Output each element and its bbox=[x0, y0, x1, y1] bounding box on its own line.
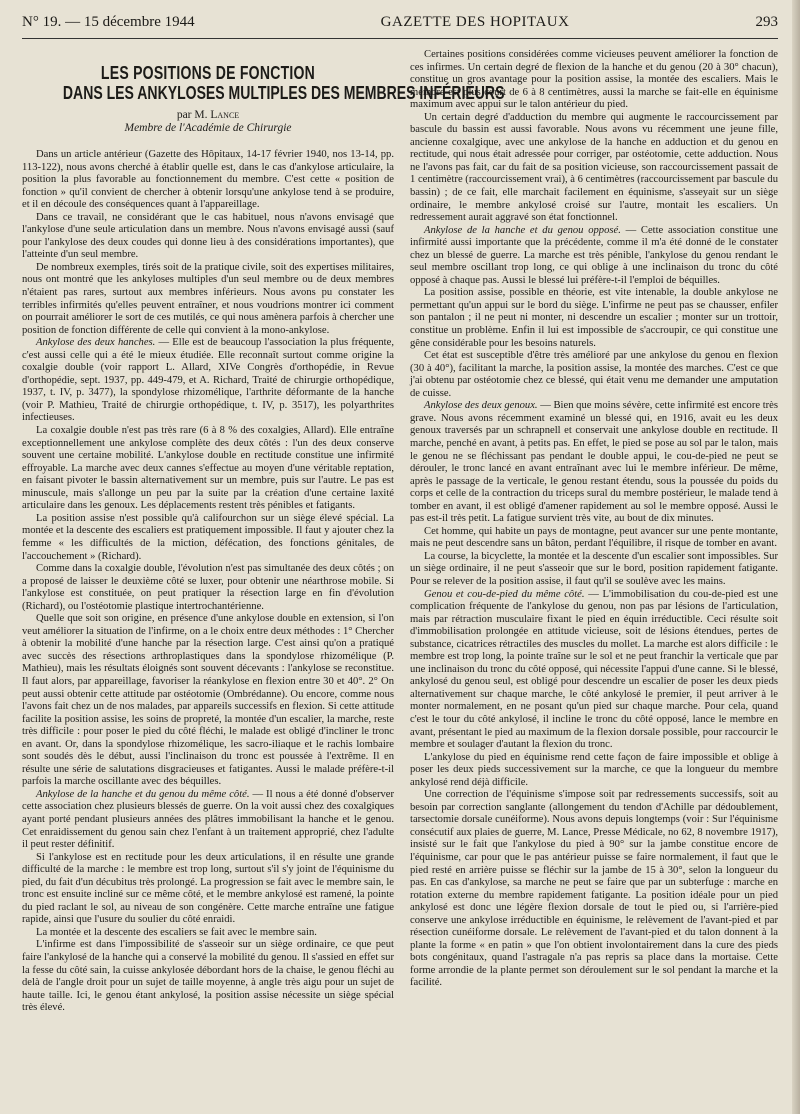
section-lead: Ankylose des deux hanches. bbox=[36, 337, 156, 349]
paragraph-text: La position assise, possible en théorie, est vite intenable, la double ankylose ne permettant qu'un appui sur le bord du siège. L'infirme ne peut pas se chausser, enfiler son pantalon ; il ne peut ni monter, ni descendre un escalier ; monter sur un trottoir, constitue un problème. Enfin il lui est impossible de s'accroupir, ce qui constitue une gêne considérable pour les besoins naturels. bbox=[410, 287, 778, 349]
paragraph bbox=[22, 927, 394, 940]
paragraph bbox=[22, 149, 394, 212]
paragraph bbox=[22, 513, 394, 563]
paragraph bbox=[410, 225, 778, 288]
paragraph bbox=[410, 551, 778, 589]
article-columns bbox=[22, 49, 778, 1015]
author-prefix: par M. bbox=[176, 109, 208, 121]
paragraph-text: De nombreux exemples, tirés soit de la pratique civile, soit des expertises militaires, nous ont montré que les ankyloses multiples d'un seul membre ou de deux membres n'étaient pas rares, surtout aux membres inférieurs. Nous avons pu constater les terribles infirmités qu'elles peuvent entraîner, et nous voudrions montrer ici comment on pourrait améliorer le sort de ces mutilés, ce qui nous amènera parfois à chercher une position de fonction différente de celle qui convient à la mono-ankylose. bbox=[22, 261, 394, 336]
section-lead: Ankylose de la hanche et du genou du même côté. bbox=[36, 788, 250, 800]
paragraph-text: Cet homme, qui habite un pays de montagne, peut avancer sur une pente montante, mais ne peut descendre sans un bâton, perdant l'équilibre, il risque de tomber en avant. bbox=[410, 525, 778, 550]
paragraph-text: La coxalgie double n'est pas très rare (6 à 8 % des coxalgies, Allard). Elle entraîne exceptionnellement une ankylose complète des deux côtés : l'un des deux conserve souvent une certaine mobilité. L'ankylose double en rectitude constitue une infirmité effroyable. La marche avec deux cannes s'effectue au moyen d'une véritable reptation, en faisant pivoter le bassin alternativement sur un membre, puis sur l'autre. Le pas est minuscule, mais s'allonge un peu par la suite par la création d'une certaine laxité articulaire dans les genoux. Les déplacements restent très pénibles et fatigants. bbox=[22, 425, 394, 512]
issue-label: N° 19. — 15 décembre 1944 bbox=[22, 14, 195, 30]
paragraph-text: Dans un article antérieur (Gazette des Hôpitaux, 14-17 février 1940, nos 13-14, pp. 113-122), nous avons cherché à établir quelle est, dans le cas d'ankylose articulaire, la position la plus favorable au fonctionnement du membre. C'est cette « position de fonction » qu'il convient de chercher à obtenir lorsqu'une ankylose tend à se produire, et il en découle des conséquences quant à l'appareillage. bbox=[22, 149, 394, 211]
paragraph bbox=[410, 589, 778, 752]
page-header bbox=[22, 14, 778, 39]
paragraph bbox=[410, 789, 778, 990]
paragraph-text: Une correction de l'équinisme s'impose soit par redressements successifs, soit au besoin par correction sanglante (allongement du tendon d'Achille par dédoublement, tarsectomie dorsale cunéiforme). Nous avons depuis longtemps (voir : Sur l'équinisme consécutif aux plaies de guerre, M. Lance, Presse Médicale, no 62, 8 novembre 1917), insisté sur le fait que l'ankylose du pied à 90° sur la jambe constitue encore de l'équinisme, car pour que le pas antérieur puisse se faire normalement, il faut que le pied resté en arrière puisse se fléchir sur la jambe de 15 à 30°, selon la longueur du pas. En cas d'ankylose, sa marche ne peut se faire que par un subterfuge : marche en rotation externe du membre rapidement fatigante. La position idéale pour un pied ankylosé est donc une légère flexion dorsale de tout le pied ou, si l'arrière-pied conserve une ankylose irréductible en équinisme, le relèvement de l'avant-pied et par résection cunéiforme dorsale. Le relèvement de l'avant-pied et du talon donnent à la plante la forme « en patin » que l'on obtient involontairement dans la cure des pieds bots congénitaux, quand l'astragale n'a pas repris sa place dans la mortaise. Cette forme arrondie de la plante permet son déroulement sur le sol pendant la marche et la facilité. bbox=[410, 789, 778, 989]
paragraph-text: — Il nous a été donné d'observer cette association chez plusieurs blessés de guerre. On la voit aussi chez des coxalgiques ayant porté pendant plusieurs années des plâtres immobilisant la hanche et le genou. Cet enraidissement du genou sain chez l'enfant à un traitement approprié, chez l'adulte il peut rester définitif. bbox=[22, 788, 394, 851]
paragraph-text: Dans ce travail, ne considérant que le cas habituel, nous n'avons envisagé que l'ankylose d'une seule articulation dans un membre. Nous n'avons envisagé aussi (sauf pour l'ankylose des deux coudes qui donne lieu à des considérations importantes), que l'atteinte d'un seul membre. bbox=[22, 211, 394, 261]
paragraph bbox=[22, 613, 394, 789]
paragraph-text: La position assise n'est possible qu'à califourchon sur un siège élevé spécial. La montée et la descente des escaliers est pratiquement impossible. Il faut y ajouter chez la femme « les difficultés de la miction, défécation, des fonctions génitales, de l'accouchement » (Richard). bbox=[22, 512, 394, 562]
page-edge-shadow bbox=[792, 0, 800, 1114]
paragraph bbox=[22, 337, 394, 425]
paragraph bbox=[22, 262, 394, 337]
paragraph-text: — Elle est de beaucoup l'association la plus fréquente, c'est aussi celle qui a été le mieux étudiée. Elle reconnaît surtout comme origine la coxalgie double (voir rapport L. Allard, XIVe Congrès d'orthopédie, in Revue d'orthopédie, sept. 1937, pp. 449-479, et A. Richard, Traité de chirurgie orthopédique, 1937, t. IV, p. 3477), la spondylose rhizomélique, l'arthrite déformante de la hanche (voir P. Mathieu, Traité de chirurgie orthopédique, t. IV, p. 3517), les polyarthrites infectieuses. bbox=[22, 337, 394, 424]
paragraph bbox=[22, 212, 394, 262]
paragraph-text: Comme dans la coxalgie double, l'évolution n'est pas simultanée des deux côtés ; on a proposé de laisser le deuxième côté se luxer, pour obtenir une néarthrose mobile. Si l'ankylose est constituée, on peut pratiquer la résection large en fin d'évolution (Richard), ou l'ostéotomie plastique intertrochantérienne. bbox=[22, 563, 394, 612]
paragraph-text: — Cette association constitue une infirmité aussi importante que la précédente, comme il m'a été donné de le constater chez un blessé de guerre. La marche est très pénible, l'ankylose du genou rendant le seul membre oscillant trop long, ce qui oblige à une inclinaison du tronc du côté opposé à chaque pas. Aussi le blessé lui préfère-t-il l'emploi de béquilles. bbox=[410, 224, 778, 286]
paragraph-text: La montée et la descente des escaliers se fait avec le membre sain. bbox=[36, 926, 317, 938]
paragraph bbox=[22, 425, 394, 513]
right-column bbox=[410, 49, 778, 1015]
paragraph bbox=[22, 939, 394, 1014]
article-title-line2: DANS LES ANKYLOSES MULTIPLES DES MEMBRES INFÉRIEURS bbox=[62, 83, 505, 103]
paragraph bbox=[410, 526, 778, 551]
paragraph bbox=[410, 752, 778, 790]
paragraph bbox=[410, 400, 778, 525]
paragraph-text: — L'immobilisation du cou-de-pied est une complication fréquente de l'ankylose du genou, non pas par lésions de l'articulation, mais par rétraction musculaire fixant le pied en équin irréductible. Ceci résulte soit d'immobilisation prolongée en attitude vicieuse, soit de lésions étendues, pertes de substance, cicatrices rétractiles des muscles du mollet. La marche est alors difficile : le membre est trop long, la pointe traîne sur le sol et ne peut franchir la verticale que par une inclinaison du tronc du côté opposé, qui nécessite l'appui d'une canne. Si le blessé, ankylosé du genou seul, est obligé pour descendre un escalier de poser les deux pieds alternativement sur chaque marche, le côté ankylosé le premier, il peut arriver à le monter normalement, en ne posant qu'un pied sur chaque marche. Pour cela, quand c'est le tour du côté ankylosé, il incline le tronc du côté opposé, lance le membre en avant, présentant le pied au maximum de la flexion dorsale possible, pour raccourcir le membre et soulager d'autant la flexion du tronc. bbox=[410, 588, 779, 751]
paragraph-text: Quelle que soit son origine, en présence d'une ankylose double en extension, si l'on veut améliorer la situation de l'infirme, on a le choix entre deux méthodes : 1° Chercher à obtenir la mobilité d'une hanche par la résection large. C'est ainsi qu'on a pratiqué avec succès des résections arthroplastiques dans la spondylose rhizomélique (P. Mathieu), mais les résultats éloignés sont souvent décevants : l'ankylose se reconstitue. Il faut alors, par appareillage, favoriser la réankylose en flexion entre 30 et 40°. 2° On peut aussi obtenir cette attitude par ostéotomie (Ombrédanne). Ou encore, comme nous l'avons fait chez un de nos malades, par appareils successifs en flexion. Si cette attitude facilite la position assise, les soins de propreté, la montée d'un escalier, la marche, reste très difficile : pour poser le pied du côté fléchi, le malade est obligé d'incliner le tronc en avant. Or, dans la spondylose rhizomélique, les sacro-iliaque et le rachis lombaire sont soudés dès le début, aussi l'inclinaison du tronc est poussée à l'extrême. Il en résulte une série de salutations disgracieuses et fatigantes. Aussi le malade préfère-t-il parfois la marche oscillante avec des béquilles. bbox=[22, 613, 394, 788]
paragraph-text: Un certain degré d'adduction du membre qui augmente le raccourcissement par bascule du bassin est aussi favorable. Nous avons vu récemment une jeune fille, ancienne coxalgique, avec une ankylose de la hanche en adduction et du genou en rectitude, qui nous était adressée pour corriger, par ostéotomie, cette adduction. Nous ne l'avons pas fait, car du fait de sa position vicieuse, son raccourcissement passait de 1 centimètre (raccourcissement vrai), à 6 centimètres (raccourcissement par bascule du bassin) ; de ce fait, elle marchait facilement en équinisme, s'asseyait sur un siège ordinaire, le membre ankylosé croisé sur l'autre, montait les escaliers. Un redressement aurait aggravé son état fonctionnel. bbox=[410, 111, 778, 224]
paragraph-text: La course, la bicyclette, la montée et la descente d'un escalier sont impossibles. Sur un siège ordinaire, il ne peut s'asseoir que sur le bord, position rapidement fatigante. Pour se relever de la position assise, il faut qu'il se soulève avec les mains. bbox=[410, 550, 778, 587]
paragraph-text: L'ankylose du pied en équinisme rend cette façon de faire impossible et oblige à poser les deux pieds successivement sur la marche, ce que la longueur du membre ankylosé rend déjà difficile. bbox=[410, 751, 778, 788]
section-lead: Genou et cou-de-pied du même côté. bbox=[424, 588, 585, 600]
article-title-line1: LES POSITIONS DE FONCTION bbox=[100, 63, 316, 83]
paragraph bbox=[410, 350, 778, 400]
author-name: Lance bbox=[210, 109, 240, 121]
page-number: 293 bbox=[755, 14, 778, 30]
paragraph-text: Certaines positions considérées comme vicieuses peuvent améliorer la fonction de ces infirmes. Un certain degré de flexion de la hanche et du genou (20 à 30° chacun), constitue un gros avantage pour la position assise, la montée des escaliers. Mais le membre est plus court de 6 à 8 centimètres, aussi la marche se fait-elle en équinisme maximum avec appui sur le talon antérieur du pied. bbox=[410, 49, 778, 111]
article-author bbox=[22, 109, 394, 122]
section-lead: Ankylose des deux genoux. bbox=[424, 400, 538, 412]
paragraph bbox=[410, 112, 778, 225]
paragraph-text: Cet état est susceptible d'être très amélioré par une ankylose du genou en flexion (30 à 40°), facilitant la marche, la position assise, la montée des marches. C'est ce que j'ai obtenu par ostéotomie chez ce blessé, qui était venu me demander une amputation de cuisse. bbox=[410, 350, 778, 399]
paragraph-text: — Bien que moins sévère, cette infirmité est encore très grave. Nous avons récemment examiné un blessé qui, en 1916, avait eu les deux genoux traversés par un schrapnell et conservait une ankylose double en rectitude. Il marche, penché en avant, à petits pas. En effet, le pied se pose au sol par le talon, mais le genou ne se fléchissant pas pendant le double appui, le cou-de-pied ne peut se dérouler, le tronc lancé en avant entraînant avec lui le membre inférieur. De même, après le passage de la verticale, le genou restant étendu, sous la poussée du poids du corps et celle de la contraction du triceps sural du membre postérieur, le malade tend à tomber en avant, il est obligé d'amener rapidement au sol le membre opposé. Aussi le pas est-il très petit. La fatigue survient très vite, au bout de dix minutes. bbox=[410, 400, 778, 525]
author-affiliation: Membre de l'Académie de Chirurgie bbox=[124, 122, 292, 134]
paragraph-text: Si l'ankylose est en rectitude pour les deux articulations, il en résulte une grande difficulté de la marche : le membre est trop long, surtout s'il s'y joint de l'équinisme du pied, du fait d'un décubitus très prolongé. La progression se fait avec le membre sain, le tronc est ensuite incliné sur ce même côté, et le membre ankylosé est ramené, la pointe du pied raclant le sol, au niveau de son congénère. Cette marche entraîne une fatigue rapide, ainsi que l'usure du soulier du côté enraidi. bbox=[22, 851, 394, 926]
paragraph bbox=[22, 789, 394, 852]
paragraph-text: L'infirme est dans l'impossibilité de s'asseoir sur un siège ordinaire, ce que peut faire l'ankylosé de la hanche qui a conservé la mobilité du genou. Il s'assied en effet sur la fesse du côté sain, la cuisse ankylosée débordant hors de la chaise, le genou fléchi au delà de l'angle droit pour un sujet de taille moyenne, à angle très aigu pour un sujet de haute taille. Ici, le genou étant ankylosé, la position assise nécessite un siège spécial très élevé. bbox=[22, 939, 394, 1014]
right-paragraphs bbox=[410, 49, 778, 990]
section-lead: Ankylose de la hanche et du genou opposé. bbox=[424, 224, 621, 236]
paragraph bbox=[22, 852, 394, 927]
left-paragraphs bbox=[22, 149, 394, 1015]
paragraph bbox=[22, 563, 394, 613]
paragraph bbox=[410, 287, 778, 350]
journal-name: GAZETTE DES HOPITAUX bbox=[380, 14, 570, 30]
